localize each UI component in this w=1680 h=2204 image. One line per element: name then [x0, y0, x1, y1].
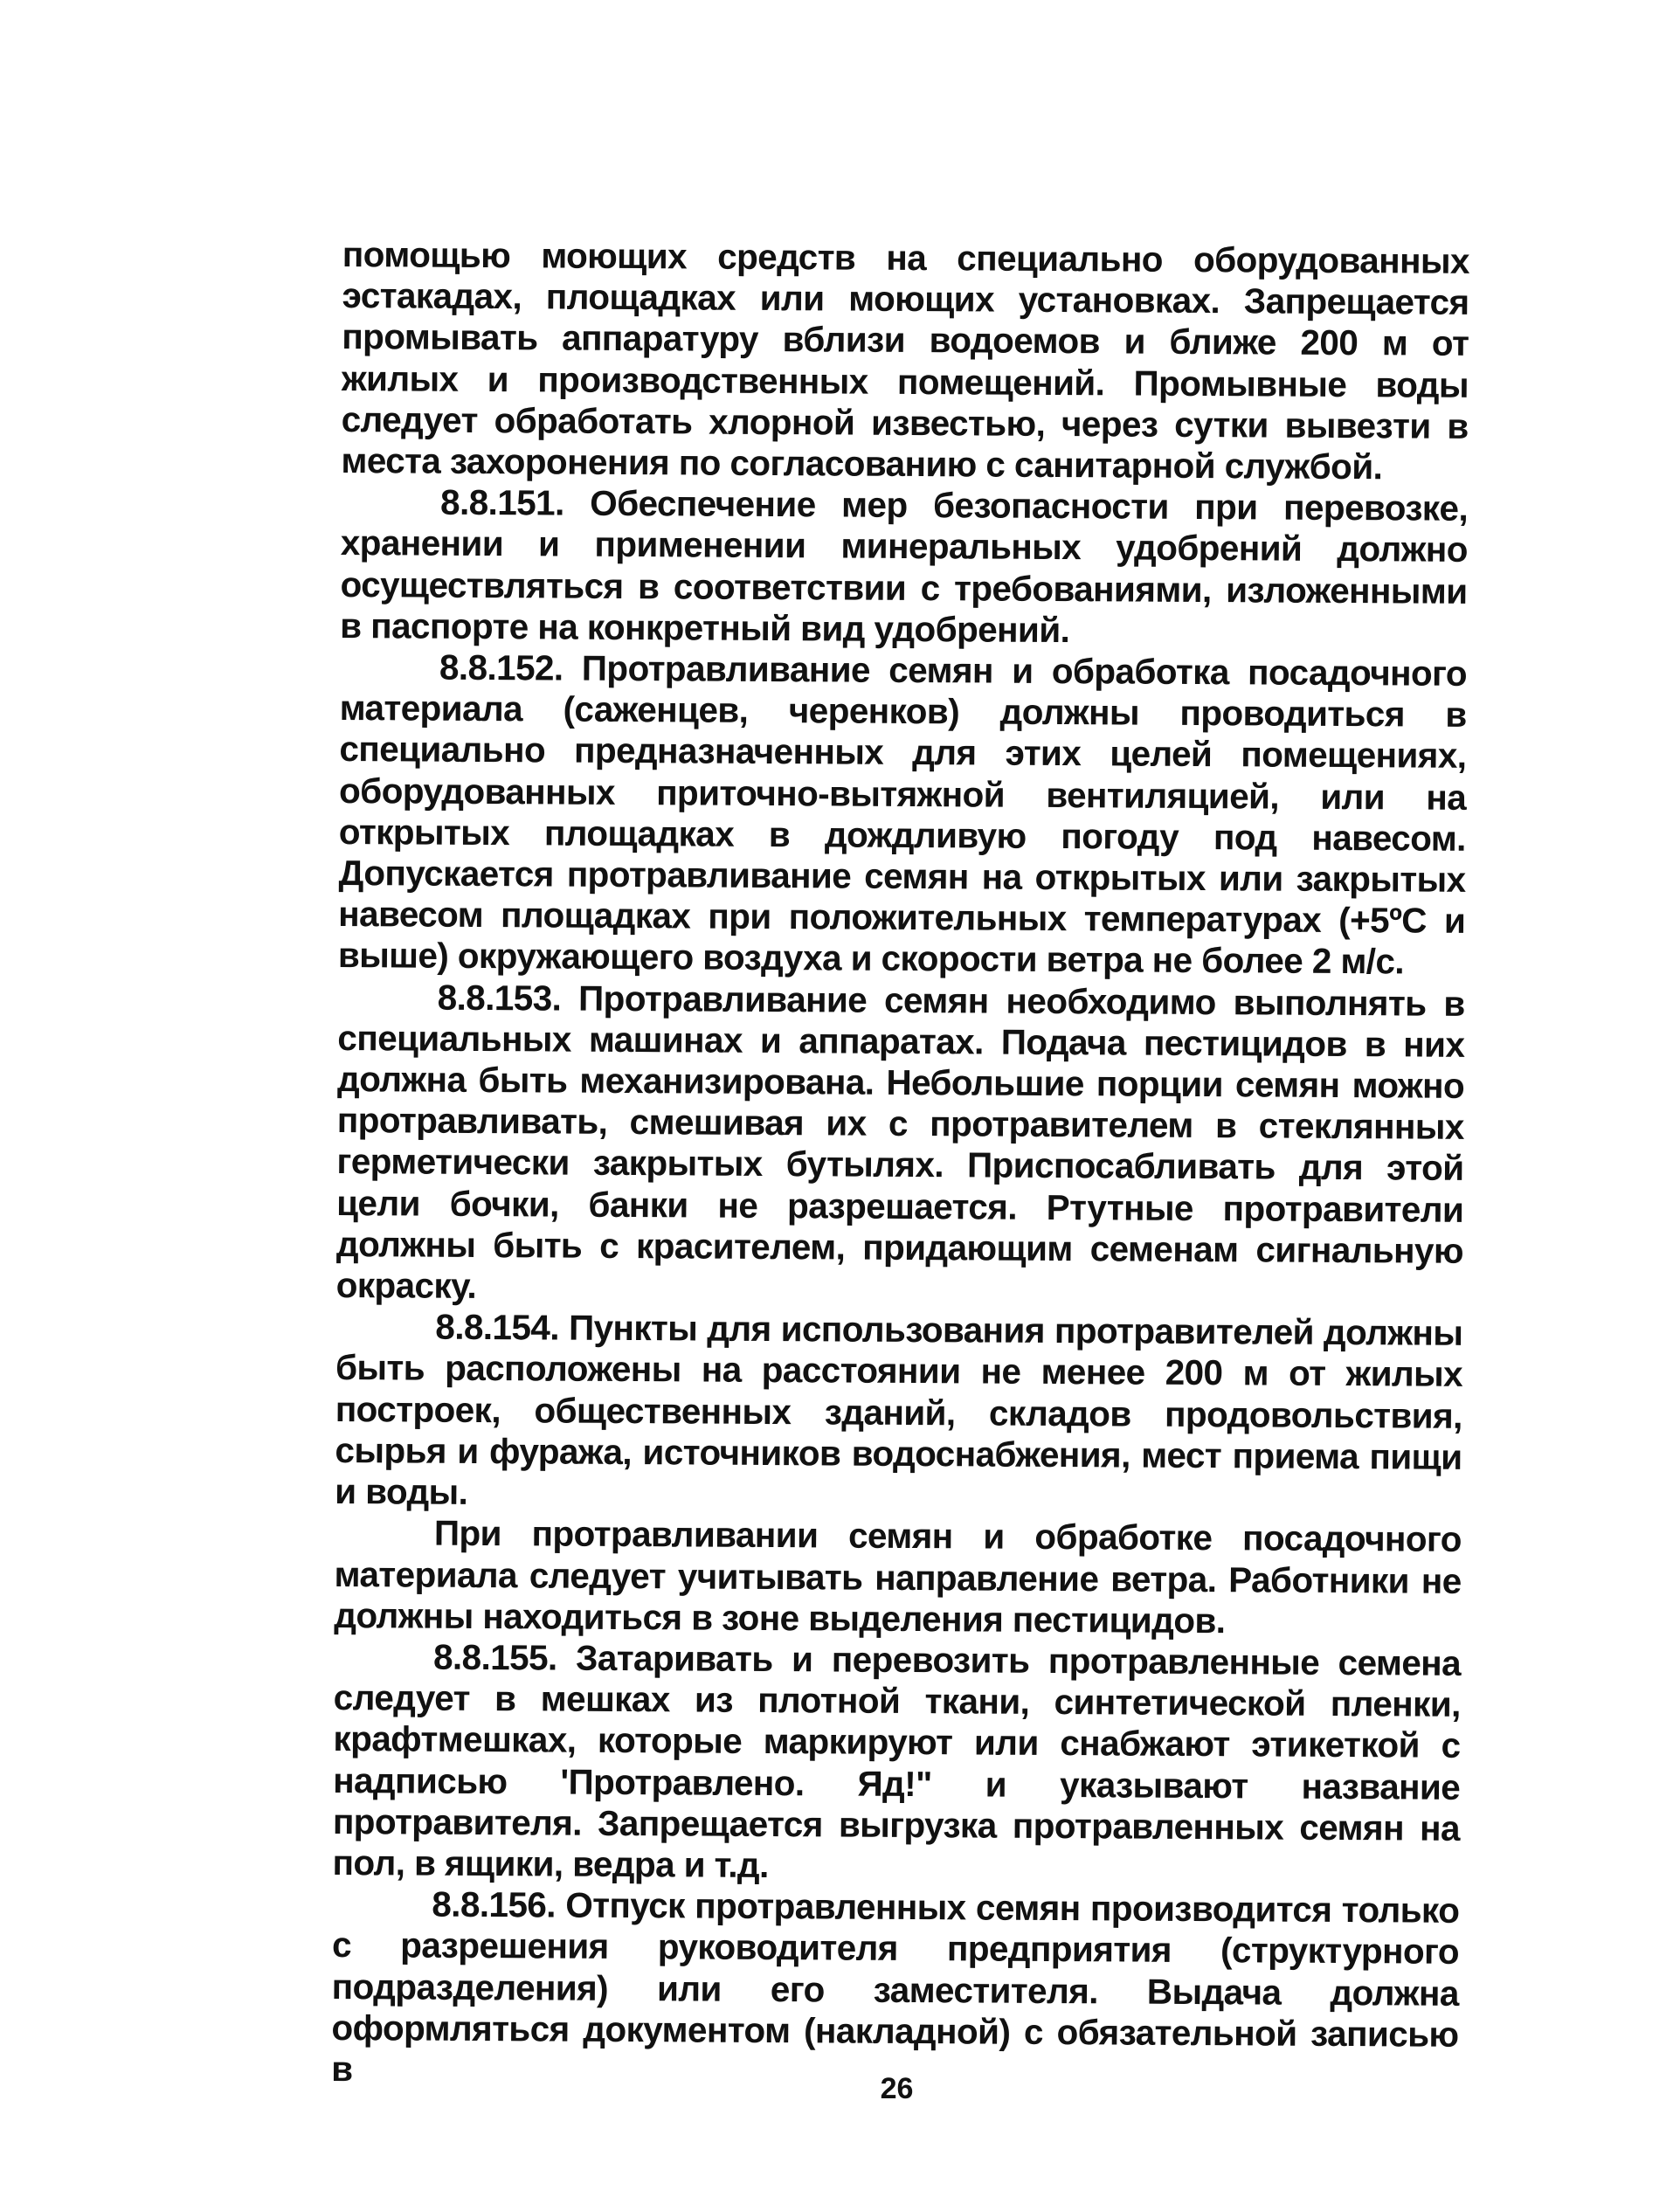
paragraph-8-8-154: 8.8.154. Пункты для использования протравителей должны быть расположены на расстоянии не менее 200 м от жилых построек, общественных зданий, складов продовольствия, сырья и фуража, источников водоснабжения, мест приема пищи и воды. — [335, 1306, 1463, 1512]
paragraph-wind-direction: При протравливании семян и обработке посадочного материала следует учитывать направление ветра. Работники не должны находиться в зоне выделения пестицидов. — [334, 1512, 1462, 1641]
paragraph-8-8-155: 8.8.155. Затаривать и перевозить протравленные семена следует в мешках из плотной ткани, синтетической пленки, крафтмешках, которые маркируют или снабжают этикеткой с надписью 'Протравлено. Яд!" и указывают название протравителя. Запрещается выгрузка протравленных семян на пол, в ящики, ведра и т.д. — [332, 1636, 1462, 1885]
paragraph-8-8-152: 8.8.152. Протравливание семян и обработка посадочного материала (саженцев, черенков) должны проводиться в специально предназначенных для этих целей помещениях, оборудованных приточно-вытяжной вентиляцией, или на открытых площадках в дождливую погоду под навесом. Допускается протравливание семян на открытых или закрытых навесом площадках при положительных температурах (+5ºC и выше) окружающего воздуха и скорости ветра не более 2 м/с. — [337, 646, 1468, 982]
paragraph-8-8-153: 8.8.153. Протравливание семян необходимо выполнять в специальных машинах и аппаратах. Подача пестицидов в них должна быть механизирована. Небольшие порции семян можно протравливать, смешивая их с протравителем в стеклянных герметически закрытых бутылях. Приспосабливать для этой цели бочки, банки не разрешается. Ртутные протравители должны быть с красителем, придающим семенам сигнальную окраску. — [335, 977, 1465, 1307]
paragraph-8-8-156: 8.8.156. Отпуск протравленных семян производится только с разрешения руководителя предприятия (структурного подразделения) или его заместителя. Выдача должна оформляться документом (накладной) с обязательной записью в — [331, 1883, 1460, 2090]
body-text — [331, 234, 1469, 2097]
paragraph-8-8-151: 8.8.151. Обеспечение мер безопасности при перевозке, хранении и применении минеральных удобрений должно осуществляться в соответствии с требованиями, изложенными в паспорте на конкретный вид удобрений. — [340, 481, 1469, 650]
page-number: 26 — [880, 2072, 914, 2105]
paragraph-1: помощью моющих средств на специально оборудованных эстакадах, площадках или моющих установках. Запрещается промывать аппаратуру вблизи водоемов и ближе 200 м от жилых и производственных помещений. Промывные воды следует обработать хлорной известью, через сутки вывезти в места захоронения по согласованию с санитарной службой. — [341, 234, 1469, 487]
